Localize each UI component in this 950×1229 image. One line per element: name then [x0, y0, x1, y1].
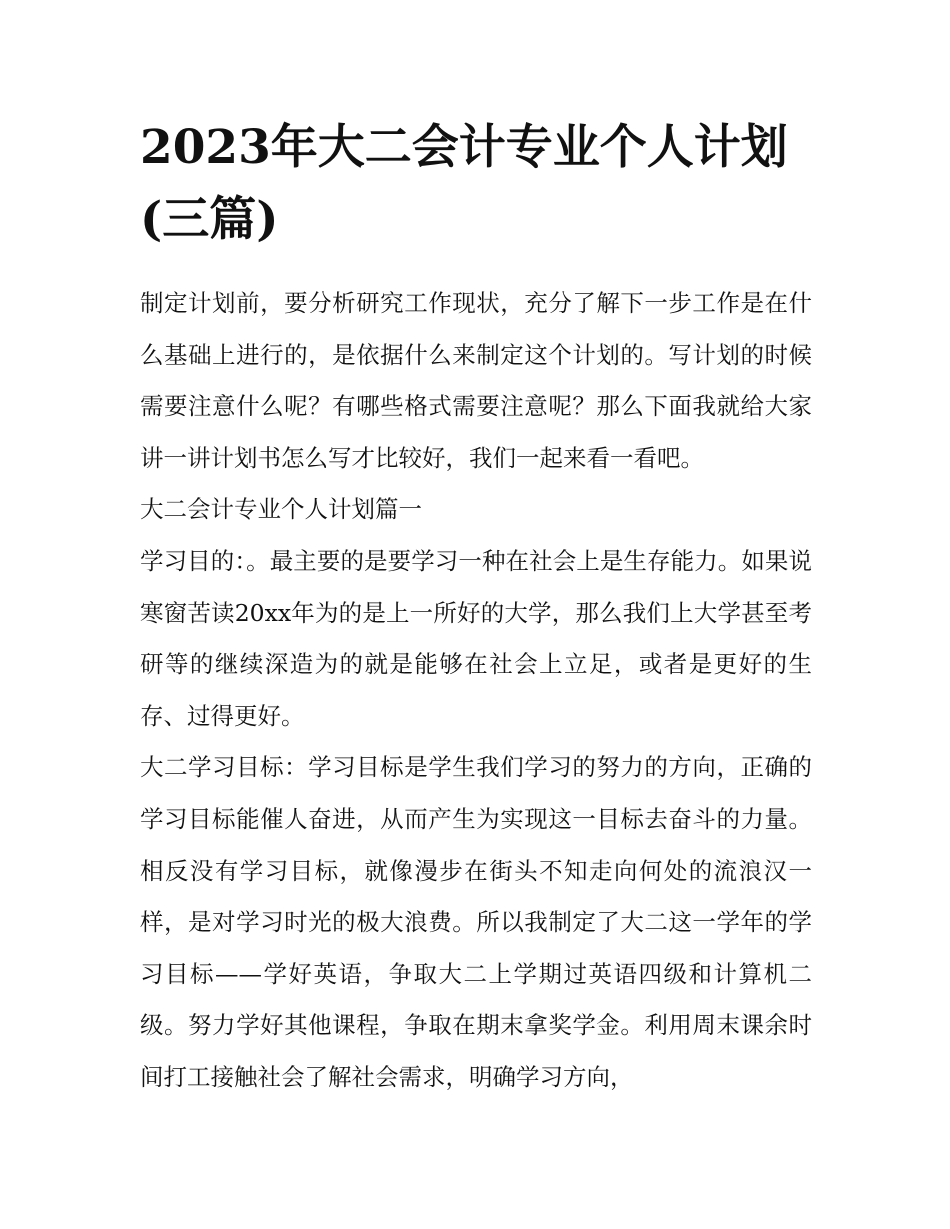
intro-paragraph: 制定计划前，要分析研究工作现状，充分了解下一步工作是在什么基础上进行的，是依据什么来制定这个计划的。写计划的时候需要注意什么呢？有哪些格式需要注意呢？那么下面我就给大家讲一讲计划书怎么写才比较好，我们一起来看一看吧。 — [140, 289, 812, 472]
learning-goal-paragraph: 大二学习目标：学习目标是学生我们学习的努力的方向，正确的学习目标能催人奋进，从而产生为实现这一目标去奋斗的力量。相反没有学习目标，就像漫步在街头不知走向何处的流浪汉一样，是对学习时光的极大浪费。所以我制定了大二这一学年的学习目标——学好英语，争取大二上学期过英语四级和计算机二级。努力学好其他课程，争取在期末拿奖学金。利用周末课余时间打工接触社会了解社会需求，明确学习方向， — [140, 753, 812, 1091]
document-title — [140, 112, 812, 256]
section-heading: 大二会计专业个人计划篇一 — [140, 495, 422, 524]
title-line-1: 2023年大二会计专业个人计划 — [140, 120, 788, 175]
title-line-2: (三篇) — [140, 192, 279, 247]
document-body — [140, 278, 812, 1104]
document-page — [140, 112, 812, 1104]
learning-purpose-paragraph: 学习目的：。最主要的是要学习一种在社会上是生存能力。如果说寒窗苦读20xx年为的是上一所好的大学，那么我们上大学甚至考研等的继续深造为的就是能够在社会上立足，或者是更好的生存、过得更好。 — [140, 546, 812, 730]
